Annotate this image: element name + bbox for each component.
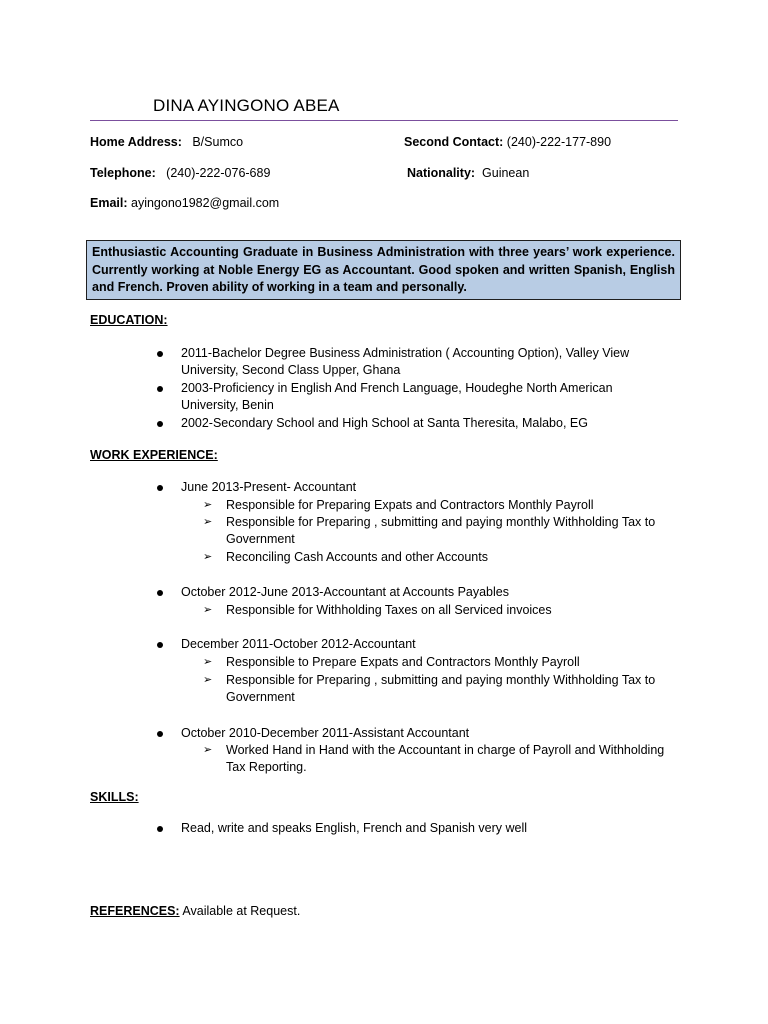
job-duty: Responsible for Preparing , submitting and paying monthly Withholding Tax to	[226, 515, 656, 529]
bullet-icon	[157, 386, 163, 392]
job-duty: Responsible for Preparing , submitting and paying monthly Withholding Tax to	[226, 673, 656, 687]
arrow-bullet-icon: ➢	[203, 656, 213, 668]
bullet-icon	[157, 826, 163, 832]
education-item-cont: University, Second Class Upper, Ghana	[181, 363, 401, 377]
arrow-bullet-icon: ➢	[203, 551, 213, 563]
bullet-icon	[157, 731, 163, 737]
arrow-bullet-icon: ➢	[203, 516, 213, 528]
second-contact-line	[404, 135, 611, 149]
arrow-bullet-icon: ➢	[203, 499, 213, 511]
arrow-bullet-icon: ➢	[203, 604, 213, 616]
email-line	[90, 196, 279, 210]
references-line	[90, 904, 300, 918]
arrow-bullet-icon: ➢	[203, 674, 213, 686]
header-divider	[90, 120, 678, 121]
bullet-icon	[157, 642, 163, 648]
job-duty-cont: Tax Reporting.	[226, 760, 307, 774]
telephone-line	[90, 166, 270, 180]
arrow-bullet-icon: ➢	[203, 744, 213, 756]
bullet-icon	[157, 590, 163, 596]
education-item: 2011-Bachelor Degree Business Administration ( Accounting Option), Valley View	[181, 346, 630, 360]
job-duty: Responsible for Preparing Expats and Contractors Monthly Payroll	[226, 498, 594, 512]
job-duty-cont: Government	[226, 532, 295, 546]
job-duty: Responsible for Withholding Taxes on all Serviced invoices	[226, 603, 552, 617]
education-item-cont: University, Benin	[181, 398, 274, 412]
home-address-value: B/Sumco	[192, 135, 244, 149]
bullet-icon	[157, 351, 163, 357]
telephone-label: Telephone:	[90, 166, 156, 180]
email-label: Email:	[90, 196, 128, 210]
job-duty: Reconciling Cash Accounts and other Accounts	[226, 550, 488, 564]
home-address-line	[90, 135, 243, 149]
job-duty: Responsible to Prepare Expats and Contractors Monthly Payroll	[226, 655, 580, 669]
job-title: December 2011-October 2012-Accountant	[181, 637, 416, 651]
profile-summary-box: Enthusiastic Accounting Graduate in Business Administration with three years’ work experience. Currently working at Noble Energy EG as Accountant. Good spoken and written Spanish, English and French. Proven ability of working in a team and personally.	[86, 240, 681, 300]
email-value: ayingono1982@gmail.com	[131, 196, 280, 210]
education-heading: EDUCATION:	[90, 313, 168, 327]
job-title: October 2010-December 2011-Assistant Accountant	[181, 726, 470, 740]
nationality-value: Guinean	[482, 166, 530, 180]
job-duty: Worked Hand in Hand with the Accountant in charge of Payroll and Withholding	[226, 743, 665, 757]
job-title: June 2013-Present- Accountant	[181, 480, 357, 494]
job-title: October 2012-June 2013-Accountant at Accounts Payables	[181, 585, 509, 599]
second-contact-label: Second Contact:	[404, 135, 504, 149]
education-item: 2002-Secondary School and High School at Santa Theresita, Malabo, EG	[181, 416, 588, 430]
work-experience-heading: WORK EXPERIENCE:	[90, 448, 218, 462]
home-address-label: Home Address:	[90, 135, 182, 149]
bullet-icon	[157, 421, 163, 427]
bullet-icon	[157, 485, 163, 491]
references-value: Available at Request.	[182, 904, 301, 918]
nationality-line	[407, 166, 529, 180]
skills-heading: SKILLS:	[90, 790, 139, 804]
second-contact-value: (240)-222-177-890	[506, 135, 612, 149]
education-item: 2003-Proficiency in English And French Language, Houdeghe North American	[181, 381, 613, 395]
candidate-name: DINA AYINGONO ABEA	[153, 96, 340, 115]
nationality-label: Nationality:	[407, 166, 476, 180]
skill-item: Read, write and speaks English, French and Spanish very well	[181, 821, 528, 835]
references-label: REFERENCES:	[90, 904, 180, 918]
job-duty-cont: Government	[226, 690, 295, 704]
telephone-value: (240)-222-076-689	[166, 166, 271, 180]
